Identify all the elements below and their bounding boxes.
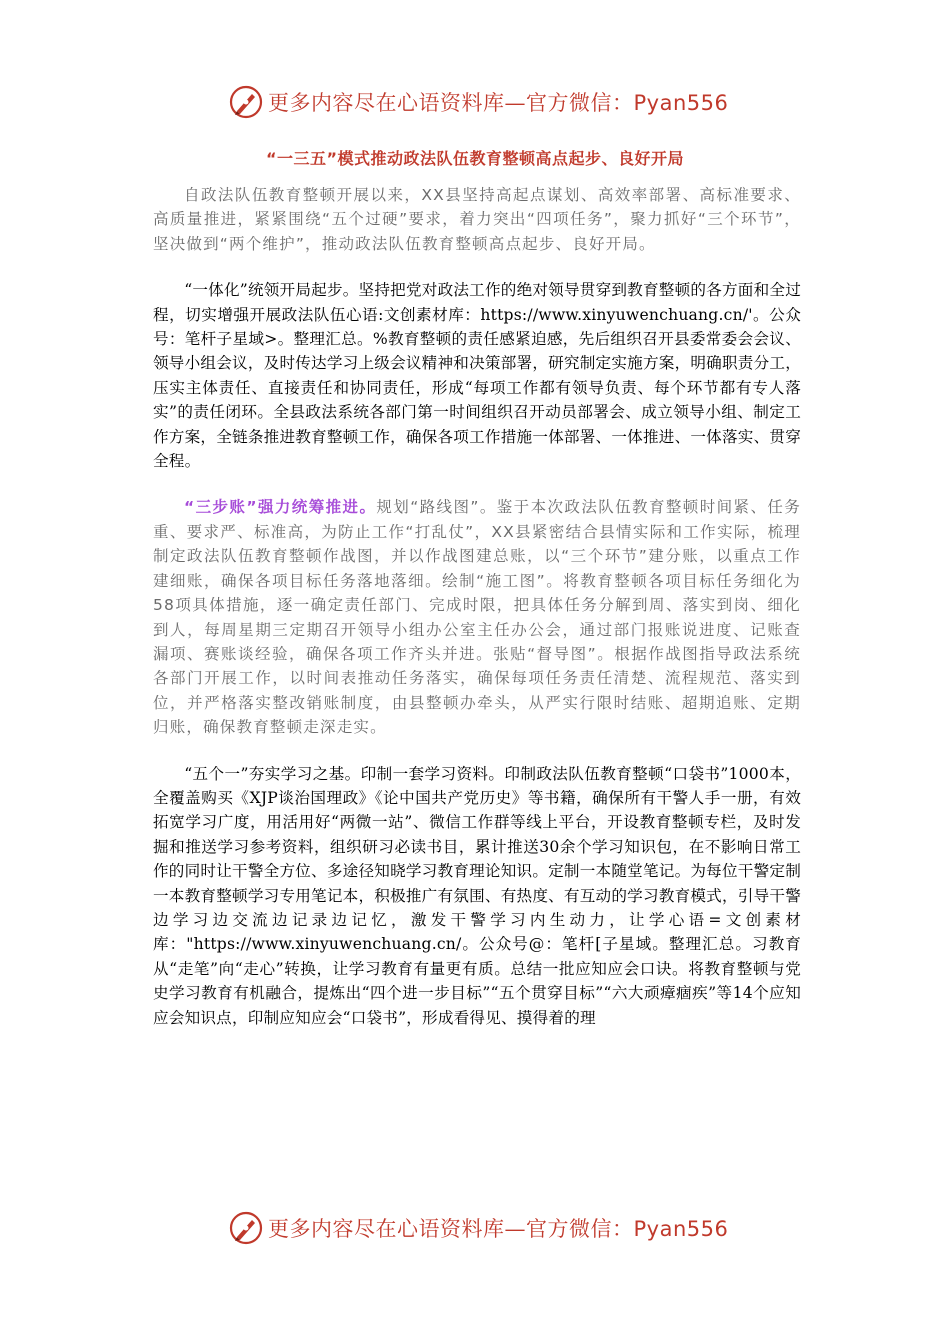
section2-paragraph xyxy=(153,495,801,739)
footer-wechat-id: Pyan556 xyxy=(633,1217,729,1241)
header-banner-label: 更多内容尽在心语资料库—官方微信： xyxy=(268,91,634,115)
document-body xyxy=(153,183,801,1052)
section2-heading: “三步账”强力统筹推进。 xyxy=(184,498,377,517)
intro-paragraph: 自政法队伍教育整顿开展以来，XX县坚持高起点谋划、高效率部署、高标准要求、高质量推进，紧紧围绕“五个过硬”要求，着力突出“四项任务”，聚力抓好“三个环节”，坚决做到“两个维护”，推动政法队伍教育整顿高点起步、良好开局。 xyxy=(153,186,801,253)
footer-banner-label: 更多内容尽在心语资料库—官方微信： xyxy=(268,1217,634,1241)
header-banner xyxy=(228,82,728,122)
footer-banner xyxy=(228,1208,728,1248)
section2-body: 规划“路线图”。鉴于本次政法队伍教育整顿时间紧、任务重、要求严、标准高，为防止工作“打乱仗”，XX县紧密结合县情实际和工作实际，梳理制定政法队伍教育整顿作战图，并以作战图建总账，以“三个环节”建分账，以重点工作建细账，确保各项目标任务落地落细。绘制“施工图”。将教育整顿各项目标任务细化为58项具体措施，逐一确定责任部门、完成时限，把具体任务分解到周、落实到岗、细化到人，每周星期三定期召开领导小组办公室主任办公会，通过部门报账说进度、记账查漏项、赛账谈经验，确保各项工作齐头并进。张贴“督导图”。根据作战图指导政法系统各部门开展工作，以时间表推动任务落实，确保每项任务责任清楚、流程规范、落实到位，并严格落实整改销账制度，由县整顿办牵头，从严实行限时结账、超期追账、定期归账，确保教育整顿走深走实。 xyxy=(153,498,801,737)
pen-circle-logo-icon xyxy=(228,84,264,120)
footer-banner-text xyxy=(268,1213,728,1243)
header-wechat-id: Pyan556 xyxy=(633,91,729,115)
section1-paragraph: “一体化”统领开局起步。坚持把党对政法工作的绝对领导贯穿到教育整顿的各方面和全过程，切实增强开展政法队伍心语:文创素材库：https://www.xinyuwenchuang.cn/'。公众号：笔杆子星域>。整理汇总。%教育整顿的责任感紧迫感，先后组织召开县委常委会会议、领导小组会议，及时传达学习上级会议精神和决策部署，研究制定实施方案，明确职责分工，压实主体责任、直接责任和协同责任，形成“每项工作都有领导负责、每个环节都有专人落实”的责任闭环。全县政法系统各部门第一时间组织召开动员部署会、成立领导小组、制定工作方案，全链条推进教育整顿工作，确保各项工作措施一体部署、一体推进、一体落实、贯穿全程。 xyxy=(153,281,801,471)
pen-circle-logo-icon xyxy=(228,1210,264,1246)
header-banner-text xyxy=(268,87,728,117)
document-title: “一三五”模式推动政法队伍教育整顿高点起步、良好开局 xyxy=(265,149,685,168)
section3-paragraph: “五个一”夯实学习之基。印制一套学习资料。印制政法队伍教育整顿“口袋书”1000本，全覆盖购买《XJP谈治国理政》《论中国共产党历史》等书籍，确保所有干警人手一册，有效拓宽学习广度，用活用好“两微一站”、微信工作群等线上平台，开设教育整顿专栏，及时发掘和推送学习参考资料，组织研习必读书目，累计推送30余个学习知识包，在不影响日常工作的同时让干警全方位、多途径知晓学习教育理论知识。定制一本随堂笔记。为每位干警定制一本教育整顿学习专用笔记本，积极推广有氛围、有热度、有互动的学习教育模式，引导干警边学习边交流边记录边记忆，激发干警学习内生动力，让学心语=文创素材库："https://www.xinyuwenchuang.cn/。公众号@：笔杆[子星域。整理汇总。习教育从“走笔”向“走心”转换，让学习教育有量更有质。总结一批应知应会口诀。将教育整顿与党史学习教育有机融合，提炼出“四个进一步目标”“五个贯穿目标”“六大顽瘴痼疾”等14个应知应会知识点，印制应知应会“口袋书”，形成看得见、摸得着的理 xyxy=(153,764,801,1027)
